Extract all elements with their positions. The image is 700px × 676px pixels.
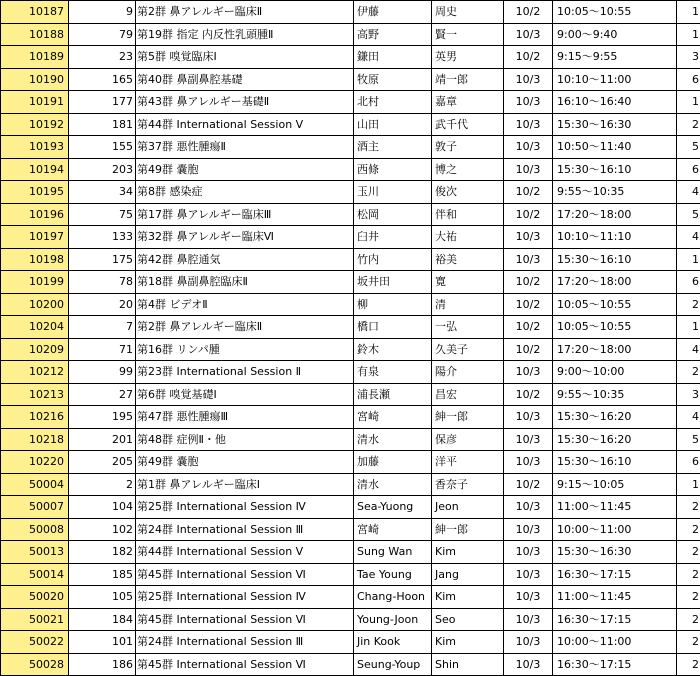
presentation-number-cell: 133: [69, 226, 136, 249]
table-row: [1, 518, 700, 541]
room-cell: 4: [677, 181, 700, 204]
table-row: [1, 46, 700, 69]
time-cell: 15:30～16:10: [553, 451, 677, 474]
session-cell: 第24群 International Session Ⅲ: [136, 631, 354, 654]
time-cell: 17:20～18:00: [553, 271, 677, 294]
time-cell: 9:00～9:40: [553, 23, 677, 46]
first-name-cell: 紳一郎: [432, 518, 504, 541]
time-cell: 11:00～11:45: [553, 496, 677, 519]
session-cell: 第32群 鼻アレルギー臨床Ⅵ: [136, 226, 354, 249]
last-name-cell: 玉川: [354, 181, 432, 204]
table-row: [1, 158, 700, 181]
first-name-cell: 大祐: [432, 226, 504, 249]
session-cell: 第24群 International Session Ⅲ: [136, 518, 354, 541]
presentation-id-cell: 10220: [1, 451, 69, 474]
last-name-cell: 竹内: [354, 248, 432, 271]
session-cell: 第45群 International Session Ⅵ: [136, 563, 354, 586]
last-name-cell: Young-Joon: [354, 608, 432, 631]
room-cell: 6: [677, 68, 700, 91]
date-cell: 10/2: [504, 338, 553, 361]
presentation-id-cell: 10212: [1, 361, 69, 384]
room-cell: 2: [677, 113, 700, 136]
time-cell: 10:05～10:55: [553, 316, 677, 339]
first-name-cell: Jang: [432, 563, 504, 586]
date-cell: 10/3: [504, 496, 553, 519]
last-name-cell: 高野: [354, 23, 432, 46]
presentation-number-cell: 99: [69, 361, 136, 384]
date-cell: 10/3: [504, 563, 553, 586]
date-cell: 10/3: [504, 608, 553, 631]
last-name-cell: Chang-Hoon: [354, 586, 432, 609]
last-name-cell: 臼井: [354, 226, 432, 249]
time-cell: 9:00～10:00: [553, 361, 677, 384]
presentation-number-cell: 195: [69, 406, 136, 429]
table-row: [1, 541, 700, 564]
session-cell: 第17群 鼻アレルギー臨床Ⅲ: [136, 203, 354, 226]
first-name-cell: 昌宏: [432, 383, 504, 406]
session-cell: 第1群 鼻アレルギー臨床Ⅰ: [136, 473, 354, 496]
presentation-id-cell: 10199: [1, 271, 69, 294]
room-cell: 3: [677, 383, 700, 406]
table-row: [1, 248, 700, 271]
session-cell: 第44群 International Session Ⅴ: [136, 113, 354, 136]
last-name-cell: 西條: [354, 158, 432, 181]
last-name-cell: 有泉: [354, 361, 432, 384]
first-name-cell: 紳一郎: [432, 406, 504, 429]
session-cell: 第47群 悪性腫瘍Ⅲ: [136, 406, 354, 429]
presentation-number-cell: 23: [69, 46, 136, 69]
room-cell: 2: [677, 293, 700, 316]
presentation-number-cell: 165: [69, 68, 136, 91]
date-cell: 10/2: [504, 383, 553, 406]
presentation-number-cell: 27: [69, 383, 136, 406]
last-name-cell: 浦長瀬: [354, 383, 432, 406]
last-name-cell: 宮崎: [354, 518, 432, 541]
presentation-number-cell: 2: [69, 473, 136, 496]
first-name-cell: 保彦: [432, 428, 504, 451]
session-cell: 第2群 鼻アレルギー臨床Ⅱ: [136, 316, 354, 339]
presentation-number-cell: 7: [69, 316, 136, 339]
last-name-cell: 山田: [354, 113, 432, 136]
table-row: [1, 406, 700, 429]
time-cell: 17:20～18:00: [553, 338, 677, 361]
room-cell: 2: [677, 496, 700, 519]
first-name-cell: 賢一: [432, 23, 504, 46]
first-name-cell: 寛: [432, 271, 504, 294]
first-name-cell: Kim: [432, 631, 504, 654]
room-cell: 2: [677, 361, 700, 384]
time-cell: 16:30～17:15: [553, 563, 677, 586]
table-row: [1, 338, 700, 361]
session-cell: 第25群 International Session Ⅳ: [136, 586, 354, 609]
room-cell: 3: [677, 46, 700, 69]
presentation-number-cell: 181: [69, 113, 136, 136]
first-name-cell: Kim: [432, 586, 504, 609]
time-cell: 15:30～16:20: [553, 406, 677, 429]
session-cell: 第44群 International Session Ⅴ: [136, 541, 354, 564]
last-name-cell: Tae Young: [354, 563, 432, 586]
session-cell: 第25群 International Session Ⅳ: [136, 496, 354, 519]
time-cell: 15:30～16:10: [553, 248, 677, 271]
room-cell: 5: [677, 136, 700, 159]
session-cell: 第48群 症例Ⅱ・他: [136, 428, 354, 451]
time-cell: 10:50～11:40: [553, 136, 677, 159]
table-row: [1, 451, 700, 474]
first-name-cell: 香奈子: [432, 473, 504, 496]
presentation-id-cell: 10187: [1, 1, 69, 24]
presentation-id-cell: 10218: [1, 428, 69, 451]
presentation-id-cell: 10197: [1, 226, 69, 249]
date-cell: 10/2: [504, 293, 553, 316]
time-cell: 10:10～11:00: [553, 68, 677, 91]
presentation-id-cell: 10191: [1, 91, 69, 114]
presentation-number-cell: 9: [69, 1, 136, 24]
session-cell: 第18群 鼻副鼻腔臨床Ⅱ: [136, 271, 354, 294]
presentation-id-cell: 50022: [1, 631, 69, 654]
room-cell: 6: [677, 271, 700, 294]
date-cell: 10/3: [504, 428, 553, 451]
last-name-cell: Seung-Youp: [354, 653, 432, 676]
first-name-cell: 清: [432, 293, 504, 316]
time-cell: 10:10～11:10: [553, 226, 677, 249]
table-row: [1, 113, 700, 136]
presentation-id-cell: 10189: [1, 46, 69, 69]
presentation-number-cell: 201: [69, 428, 136, 451]
date-cell: 10/3: [504, 68, 553, 91]
date-cell: 10/2: [504, 473, 553, 496]
table-row: [1, 136, 700, 159]
time-cell: 15:30～16:20: [553, 428, 677, 451]
session-cell: 第45群 International Session Ⅵ: [136, 608, 354, 631]
presentation-id-cell: 50014: [1, 563, 69, 586]
presentation-id-cell: 10193: [1, 136, 69, 159]
time-cell: 10:05～10:55: [553, 1, 677, 24]
time-cell: 15:30～16:10: [553, 158, 677, 181]
time-cell: 16:30～17:15: [553, 653, 677, 676]
time-cell: 9:15～9:55: [553, 46, 677, 69]
session-cell: 第8群 感染症: [136, 181, 354, 204]
table-row: [1, 383, 700, 406]
first-name-cell: Kim: [432, 541, 504, 564]
session-cell: 第42群 鼻腔通気: [136, 248, 354, 271]
presentation-id-cell: 10195: [1, 181, 69, 204]
table-row: [1, 203, 700, 226]
table-row: [1, 361, 700, 384]
room-cell: 1: [677, 473, 700, 496]
presentation-number-cell: 185: [69, 563, 136, 586]
room-cell: 1: [677, 91, 700, 114]
date-cell: 10/3: [504, 406, 553, 429]
first-name-cell: 靖一郎: [432, 68, 504, 91]
date-cell: 10/2: [504, 316, 553, 339]
presentation-id-cell: 50008: [1, 518, 69, 541]
presentation-number-cell: 104: [69, 496, 136, 519]
date-cell: 10/3: [504, 361, 553, 384]
date-cell: 10/3: [504, 113, 553, 136]
time-cell: 9:55～10:35: [553, 181, 677, 204]
presentation-number-cell: 182: [69, 541, 136, 564]
presentation-id-cell: 10213: [1, 383, 69, 406]
presentation-number-cell: 75: [69, 203, 136, 226]
last-name-cell: 酒主: [354, 136, 432, 159]
time-cell: 17:20～18:00: [553, 203, 677, 226]
time-cell: 9:55～10:35: [553, 383, 677, 406]
first-name-cell: 俊次: [432, 181, 504, 204]
presentation-number-cell: 34: [69, 181, 136, 204]
time-cell: 10:05～10:55: [553, 293, 677, 316]
first-name-cell: 伴和: [432, 203, 504, 226]
room-cell: 2: [677, 563, 700, 586]
room-cell: 1: [677, 1, 700, 24]
table-row: [1, 1, 700, 24]
room-cell: 2: [677, 586, 700, 609]
session-cell: 第45群 International Session Ⅵ: [136, 653, 354, 676]
time-cell: 9:15～10:05: [553, 473, 677, 496]
date-cell: 10/3: [504, 248, 553, 271]
first-name-cell: Jeon: [432, 496, 504, 519]
last-name-cell: Sung Wan: [354, 541, 432, 564]
session-cell: 第2群 鼻アレルギー臨床Ⅱ: [136, 1, 354, 24]
time-cell: 10:00～11:00: [553, 518, 677, 541]
session-cell: 第49群 嚢胞: [136, 158, 354, 181]
presentation-id-cell: 50028: [1, 653, 69, 676]
first-name-cell: 周史: [432, 1, 504, 24]
presentation-id-cell: 10204: [1, 316, 69, 339]
presentation-number-cell: 177: [69, 91, 136, 114]
first-name-cell: 敦子: [432, 136, 504, 159]
room-cell: 2: [677, 631, 700, 654]
first-name-cell: 博之: [432, 158, 504, 181]
table-row: [1, 316, 700, 339]
session-cell: 第40群 鼻副鼻腔基礎: [136, 68, 354, 91]
schedule-rows: [1, 1, 700, 676]
presentation-number-cell: 101: [69, 631, 136, 654]
table-row: [1, 91, 700, 114]
presentation-id-cell: 50007: [1, 496, 69, 519]
date-cell: 10/3: [504, 23, 553, 46]
date-cell: 10/2: [504, 203, 553, 226]
session-cell: 第37群 悪性腫瘍Ⅱ: [136, 136, 354, 159]
room-cell: 4: [677, 406, 700, 429]
presentation-number-cell: 105: [69, 586, 136, 609]
presentation-number-cell: 102: [69, 518, 136, 541]
first-name-cell: 陽介: [432, 361, 504, 384]
session-cell: 第43群 鼻アレルギー基礎Ⅱ: [136, 91, 354, 114]
time-cell: 15:30～16:30: [553, 113, 677, 136]
date-cell: 10/2: [504, 271, 553, 294]
presentation-id-cell: 10188: [1, 23, 69, 46]
first-name-cell: 一弘: [432, 316, 504, 339]
table-row: [1, 563, 700, 586]
last-name-cell: 北村: [354, 91, 432, 114]
presentation-id-cell: 50021: [1, 608, 69, 631]
presentation-id-cell: 10216: [1, 406, 69, 429]
first-name-cell: 裕美: [432, 248, 504, 271]
date-cell: 10/3: [504, 158, 553, 181]
first-name-cell: Seo: [432, 608, 504, 631]
session-cell: 第5群 嗅覚臨床Ⅰ: [136, 46, 354, 69]
presentation-id-cell: 10196: [1, 203, 69, 226]
date-cell: 10/3: [504, 91, 553, 114]
date-cell: 10/3: [504, 136, 553, 159]
last-name-cell: 宮崎: [354, 406, 432, 429]
date-cell: 10/3: [504, 518, 553, 541]
time-cell: 16:10～16:40: [553, 91, 677, 114]
last-name-cell: Sea-Yuong: [354, 496, 432, 519]
room-cell: 1: [677, 248, 700, 271]
presentation-id-cell: 50020: [1, 586, 69, 609]
table-row: [1, 181, 700, 204]
table-row: [1, 226, 700, 249]
first-name-cell: 洋平: [432, 451, 504, 474]
room-cell: 6: [677, 158, 700, 181]
date-cell: 10/2: [504, 1, 553, 24]
presentation-number-cell: 175: [69, 248, 136, 271]
table-row: [1, 608, 700, 631]
presentation-number-cell: 20: [69, 293, 136, 316]
presentation-id-cell: 10190: [1, 68, 69, 91]
time-cell: 11:00～11:45: [553, 586, 677, 609]
table-row: [1, 428, 700, 451]
session-cell: 第49群 嚢胞: [136, 451, 354, 474]
session-cell: 第6群 嗅覚基礎Ⅰ: [136, 383, 354, 406]
first-name-cell: 武千代: [432, 113, 504, 136]
last-name-cell: 柳: [354, 293, 432, 316]
session-cell: 第4群 ビデオⅡ: [136, 293, 354, 316]
date-cell: 10/3: [504, 631, 553, 654]
presentation-id-cell: 10194: [1, 158, 69, 181]
table-row: [1, 68, 700, 91]
table-row: [1, 653, 700, 676]
table-row: [1, 496, 700, 519]
presentation-number-cell: 78: [69, 271, 136, 294]
session-cell: 第19群 指定 内反性乳頭腫Ⅱ: [136, 23, 354, 46]
last-name-cell: 鎌田: [354, 46, 432, 69]
last-name-cell: 松岡: [354, 203, 432, 226]
date-cell: 10/3: [504, 451, 553, 474]
session-cell: 第23群 International Session Ⅱ: [136, 361, 354, 384]
presentation-number-cell: 203: [69, 158, 136, 181]
table-row: [1, 271, 700, 294]
first-name-cell: 嘉章: [432, 91, 504, 114]
room-cell: 4: [677, 338, 700, 361]
last-name-cell: 清水: [354, 473, 432, 496]
presentation-id-cell: 50004: [1, 473, 69, 496]
presentation-number-cell: 79: [69, 23, 136, 46]
table-row: [1, 293, 700, 316]
table-row: [1, 473, 700, 496]
last-name-cell: 橋口: [354, 316, 432, 339]
presentation-number-cell: 155: [69, 136, 136, 159]
last-name-cell: 加藤: [354, 451, 432, 474]
last-name-cell: 牧原: [354, 68, 432, 91]
presentation-id-cell: 10198: [1, 248, 69, 271]
room-cell: 4: [677, 226, 700, 249]
date-cell: 10/3: [504, 653, 553, 676]
presentation-number-cell: 186: [69, 653, 136, 676]
room-cell: 5: [677, 203, 700, 226]
room-cell: 2: [677, 608, 700, 631]
table-row: [1, 586, 700, 609]
time-cell: 15:30～16:30: [553, 541, 677, 564]
first-name-cell: 久美子: [432, 338, 504, 361]
room-cell: 2: [677, 518, 700, 541]
table-row: [1, 631, 700, 654]
presentation-id-cell: 10209: [1, 338, 69, 361]
time-cell: 16:30～17:15: [553, 608, 677, 631]
last-name-cell: Jin Kook: [354, 631, 432, 654]
presentation-number-cell: 184: [69, 608, 136, 631]
date-cell: 10/2: [504, 46, 553, 69]
room-cell: 5: [677, 428, 700, 451]
presentation-id-cell: 10200: [1, 293, 69, 316]
last-name-cell: 坂井田: [354, 271, 432, 294]
room-cell: 2: [677, 653, 700, 676]
last-name-cell: 伊藤: [354, 1, 432, 24]
presentation-number-cell: 71: [69, 338, 136, 361]
date-cell: 10/3: [504, 586, 553, 609]
table-row: [1, 23, 700, 46]
last-name-cell: 清水: [354, 428, 432, 451]
session-cell: 第16群 リンパ腫: [136, 338, 354, 361]
last-name-cell: 鈴木: [354, 338, 432, 361]
date-cell: 10/3: [504, 226, 553, 249]
room-cell: 1: [677, 316, 700, 339]
time-cell: 10:00～11:00: [553, 631, 677, 654]
room-cell: 6: [677, 451, 700, 474]
first-name-cell: Shin: [432, 653, 504, 676]
presentation-id-cell: 50013: [1, 541, 69, 564]
presentation-id-cell: 10192: [1, 113, 69, 136]
room-cell: 1: [677, 23, 700, 46]
first-name-cell: 英男: [432, 46, 504, 69]
presentation-number-cell: 205: [69, 451, 136, 474]
date-cell: 10/2: [504, 181, 553, 204]
room-cell: 2: [677, 541, 700, 564]
date-cell: 10/3: [504, 541, 553, 564]
